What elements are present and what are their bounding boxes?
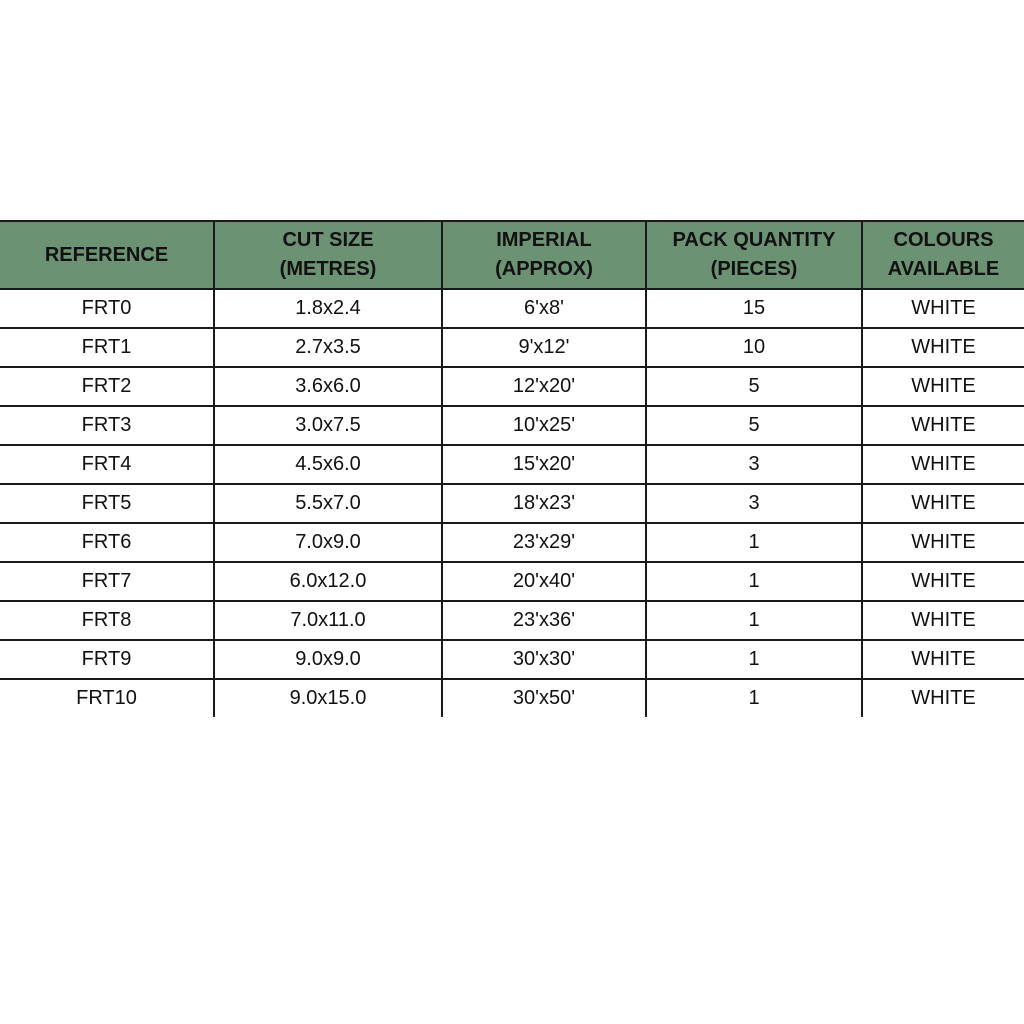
cell-colour: WHITE <box>862 328 1024 367</box>
table-row <box>0 601 1024 640</box>
cell-colour: WHITE <box>862 523 1024 562</box>
cell-imperial: 30'x30' <box>442 640 646 679</box>
cell-reference: FRT9 <box>0 640 214 679</box>
cell-imperial: 20'x40' <box>442 562 646 601</box>
cell-imperial: 30'x50' <box>442 679 646 717</box>
header-reference <box>0 221 214 289</box>
cell-colour: WHITE <box>862 367 1024 406</box>
cell-imperial: 18'x23' <box>442 484 646 523</box>
cell-pack-quantity: 1 <box>646 562 862 601</box>
table-row <box>0 562 1024 601</box>
cell-pack-quantity: 1 <box>646 679 862 717</box>
cell-reference: FRT7 <box>0 562 214 601</box>
table-body <box>0 289 1024 717</box>
table-row <box>0 523 1024 562</box>
cell-imperial: 6'x8' <box>442 289 646 328</box>
cell-colour: WHITE <box>862 484 1024 523</box>
cell-colour: WHITE <box>862 289 1024 328</box>
cell-colour: WHITE <box>862 679 1024 717</box>
cell-cut-size: 7.0x11.0 <box>214 601 442 640</box>
cell-pack-quantity: 1 <box>646 601 862 640</box>
cell-imperial: 15'x20' <box>442 445 646 484</box>
header-label-line: (METRES) <box>279 258 377 280</box>
cell-reference: FRT0 <box>0 289 214 328</box>
table-row <box>0 406 1024 445</box>
header-label-line: CUT SIZE <box>282 229 374 251</box>
cell-cut-size: 5.5x7.0 <box>214 484 442 523</box>
cell-reference: FRT3 <box>0 406 214 445</box>
cell-imperial: 23'x29' <box>442 523 646 562</box>
header-label-line: (PIECES) <box>710 258 798 280</box>
cell-pack-quantity: 5 <box>646 406 862 445</box>
cell-pack-quantity: 5 <box>646 367 862 406</box>
cell-cut-size: 4.5x6.0 <box>214 445 442 484</box>
header-label-line: (APPROX) <box>495 258 593 280</box>
table-row <box>0 640 1024 679</box>
header-label-line: REFERENCE <box>44 243 169 266</box>
cell-pack-quantity: 3 <box>646 484 862 523</box>
cell-colour: WHITE <box>862 640 1024 679</box>
cell-imperial: 12'x20' <box>442 367 646 406</box>
cell-colour: WHITE <box>862 406 1024 445</box>
size-table <box>0 220 1024 717</box>
header-label-line: PACK QUANTITY <box>672 229 836 251</box>
cell-cut-size: 6.0x12.0 <box>214 562 442 601</box>
cell-cut-size: 1.8x2.4 <box>214 289 442 328</box>
cell-cut-size: 7.0x9.0 <box>214 523 442 562</box>
table-row <box>0 367 1024 406</box>
table-row <box>0 289 1024 328</box>
cell-reference: FRT4 <box>0 445 214 484</box>
cell-pack-quantity: 15 <box>646 289 862 328</box>
cell-pack-quantity: 1 <box>646 523 862 562</box>
table-row <box>0 484 1024 523</box>
cell-reference: FRT8 <box>0 601 214 640</box>
cell-cut-size: 9.0x15.0 <box>214 679 442 717</box>
header-label-line: AVAILABLE <box>887 258 1000 280</box>
table-row <box>0 328 1024 367</box>
cell-reference: FRT2 <box>0 367 214 406</box>
cell-reference: FRT6 <box>0 523 214 562</box>
header-imperial <box>442 221 646 289</box>
cell-cut-size: 9.0x9.0 <box>214 640 442 679</box>
table-row <box>0 445 1024 484</box>
cell-colour: WHITE <box>862 601 1024 640</box>
cell-reference: FRT10 <box>0 679 214 717</box>
cell-imperial: 10'x25' <box>442 406 646 445</box>
cell-pack-quantity: 1 <box>646 640 862 679</box>
header-pack-quantity <box>646 221 862 289</box>
cell-cut-size: 3.0x7.5 <box>214 406 442 445</box>
cell-colour: WHITE <box>862 445 1024 484</box>
cell-cut-size: 2.7x3.5 <box>214 328 442 367</box>
header-label-line: COLOURS <box>893 229 994 251</box>
cell-cut-size: 3.6x6.0 <box>214 367 442 406</box>
table-row <box>0 679 1024 717</box>
cell-reference: FRT1 <box>0 328 214 367</box>
cell-imperial: 9'x12' <box>442 328 646 367</box>
table-header <box>0 221 1024 289</box>
header-cut-size <box>214 221 442 289</box>
header-colours <box>862 221 1024 289</box>
header-label-line: IMPERIAL <box>496 229 592 251</box>
cell-pack-quantity: 3 <box>646 445 862 484</box>
header-row <box>0 221 1024 289</box>
cell-colour: WHITE <box>862 562 1024 601</box>
cell-reference: FRT5 <box>0 484 214 523</box>
cell-imperial: 23'x36' <box>442 601 646 640</box>
cell-pack-quantity: 10 <box>646 328 862 367</box>
